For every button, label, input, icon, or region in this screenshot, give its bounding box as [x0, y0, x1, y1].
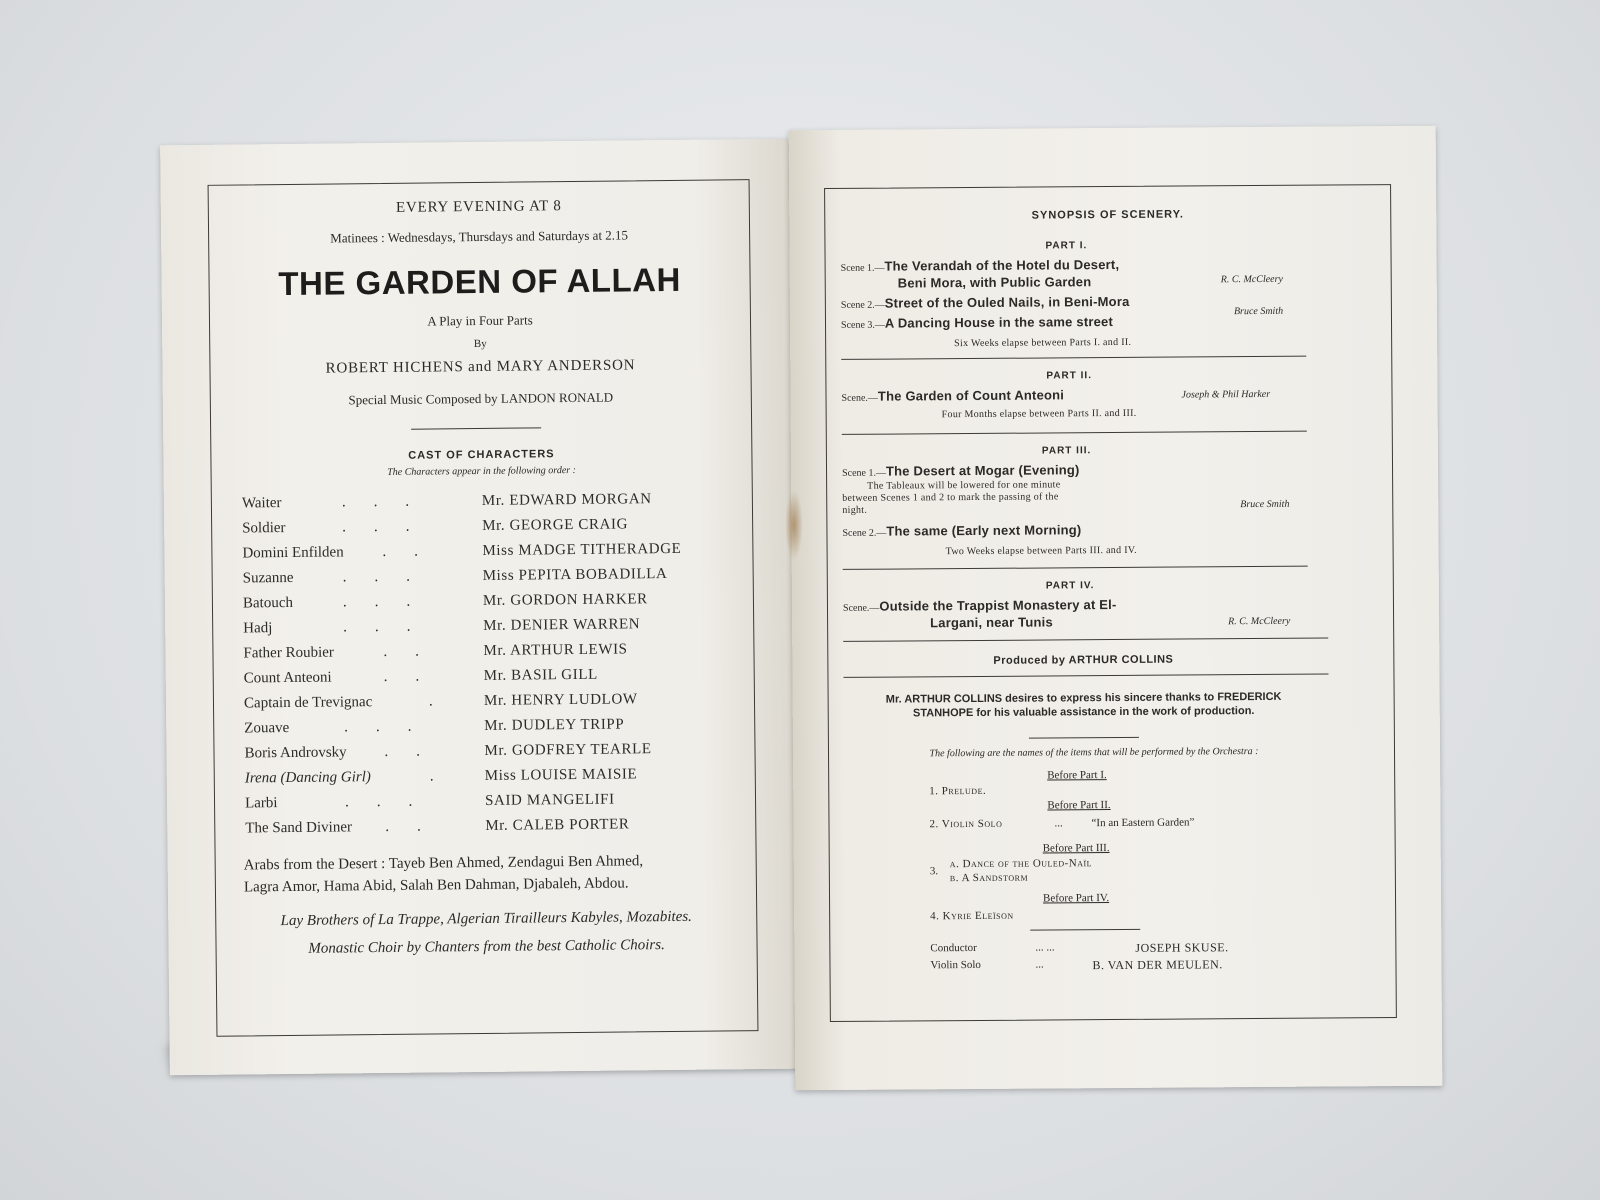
scene-title: The Desert at Mogar (Evening) [885, 462, 1080, 479]
part-3-note-3: night. [842, 504, 868, 516]
cast-row: Father Roubier .. Mr. ARTHUR LEWIS [243, 641, 628, 662]
left-page-frame [208, 179, 759, 1037]
cast-row: Batouch ... Mr. GORDON HARKER [242, 591, 648, 612]
cast-role: Hadj [243, 620, 273, 637]
part-1-scene-2-3-credit: Bruce Smith [1233, 305, 1284, 318]
before-part-3: Before Part III. [1042, 842, 1110, 855]
right-page-frame [824, 184, 1397, 1022]
cast-actor: Mr. GEORGE CRAIG [482, 516, 629, 534]
before-part-4: Before Part IV. [1042, 892, 1110, 905]
cast-role: Zouave [244, 719, 290, 737]
part-4-scene [843, 597, 1117, 616]
scene-label: Scene 3.— [840, 319, 885, 331]
scene-title: The Verandah of the Hotel du Desert, [884, 256, 1120, 274]
thanks-divider [1029, 737, 1139, 739]
cast-actor: Mr. ARTHUR LEWIS [483, 641, 628, 659]
orchestra-item-4: 4. Kyrie Eleïson [930, 909, 1014, 923]
conductor-label: Conductor [930, 941, 977, 955]
cast-actor: Miss PEPITA BOBADILLA [482, 566, 668, 584]
part-3-divider [843, 566, 1308, 570]
conductor-dots: ... ... [1035, 941, 1055, 954]
cast-role: Batouch [242, 594, 294, 612]
scene-label: Scene 1.— [842, 467, 886, 479]
matinees: Matinees : Wednesdays, Thursdays and Saturdays at 2.15 [330, 227, 629, 246]
conductor-name: JOSEPH SKUSE. [1135, 940, 1229, 955]
part-4-heading: PART IV. [1045, 580, 1095, 592]
orchestra-intro: The following are the names of the items that will be performed by the Orchestra : [929, 746, 1259, 760]
scene-label: Scene 2.— [842, 527, 887, 539]
cast-row: Captain de Trevignac . Mr. HENRY LUDLOW [243, 691, 638, 712]
orchestra-item-3b: b. A Sandstorm [949, 871, 1029, 885]
cast-role: Suzanne [242, 569, 294, 587]
part-1-scene-1-credit: R. C. McCleery [1220, 273, 1283, 286]
cast-role: Waiter [241, 495, 282, 512]
part-2-credit: Joseph & Phil Harker [1181, 388, 1271, 401]
scene-title: Largani, near Tunis [930, 614, 1053, 631]
cast-role: Count Anteoni [243, 669, 332, 687]
cast-role: Domini Enfilden [242, 544, 344, 562]
cast-actor: Mr. GORDON HARKER [482, 591, 648, 609]
cast-row: Irena (Dancing Girl) . Miss LOUISE MAISIE [244, 766, 638, 787]
part-4-scene-cont [930, 614, 1053, 632]
cast-row: The Sand Diviner .. Mr. CALEB PORTER [245, 816, 630, 837]
scene-title: The same (Early next Morning) [886, 522, 1082, 539]
part-3-scene-2 [842, 522, 1081, 541]
spine-stain [785, 490, 803, 560]
cast-row: Zouave ... Mr. DUDLEY TRIPP [244, 716, 625, 737]
scene-title: A Dancing House in the same street [884, 314, 1114, 331]
part-1-scene-2 [841, 294, 1130, 313]
scene-label: Scene 1.— [840, 262, 885, 274]
part-1-divider [841, 356, 1306, 360]
cast-row: Larbi ... SAID MANGELIFI [244, 791, 615, 812]
part-2-divider [842, 431, 1307, 435]
scene-title: The Garden of Count Anteoni [877, 387, 1065, 404]
title-divider [411, 427, 541, 429]
part-3-elapse: Two Weeks elapse between Parts III. and IV. [945, 544, 1137, 558]
cast-actor: Mr. EDWARD MORGAN [481, 491, 652, 509]
authors: ROBERT HICHENS and MARY ANDERSON [325, 357, 636, 377]
part-2-scene [841, 387, 1064, 406]
cast-actor: Miss MADGE TITHERADGE [482, 540, 682, 559]
schedule: EVERY EVENING AT 8 [395, 198, 562, 216]
cast-row: Boris Androvsky .. Mr. GODFREY TEARLE [244, 741, 652, 762]
scene-title: Outside the Trappist Monastery at El- [879, 596, 1117, 614]
cast-role: Irena (Dancing Girl) [244, 769, 371, 787]
cast-row: Soldier ... Mr. GEORGE CRAIG [242, 516, 629, 537]
orchestra-item-1: 1. Prelude. [929, 784, 987, 798]
before-part-2: Before Part II. [1047, 799, 1111, 812]
part-3-credit: Bruce Smith [1240, 498, 1290, 511]
cast-row: Count Anteoni .. Mr. BASIL GILL [243, 666, 598, 687]
scene-title: Beni Mora, with Public Garden [897, 274, 1092, 291]
cast-actor: Mr. DUDLEY TRIPP [484, 716, 625, 734]
part-3-note-1: The Tableaux will be lowered for one minute [867, 479, 1061, 492]
thanks-line-2: STANHOPE for his valuable assistance in the work of production. [912, 705, 1255, 720]
arabs-line-1: Arabs from the Desert : Tayeb Ben Ahmed, Zendagui Ben Ahmed, [243, 853, 644, 874]
cast-row: Domini Enfilden .. Miss MADGE TITHERADGE [242, 540, 682, 562]
violin-solo-dots: ... [1035, 958, 1044, 971]
cast-role: Boris Androvsky [244, 744, 347, 762]
by-label: By [473, 337, 487, 351]
thanks-line-1: Mr. ARTHUR COLLINS desires to express his sincere thanks to FREDERICK [885, 690, 1282, 706]
orchestra-divider [1030, 929, 1140, 931]
part-1-heading: PART I. [1045, 240, 1088, 252]
violin-solo-label: Violin Solo [930, 958, 981, 972]
part-3-note-2: between Scenes 1 and 2 to mark the passing of the [842, 491, 1059, 504]
orchestra-item-2-dots: ... [1054, 817, 1063, 830]
cast-role: The Sand Diviner [245, 819, 353, 837]
produced-by: Produced by ARTHUR COLLINS [993, 653, 1174, 667]
cast-role: Captain de Trevignac [243, 694, 373, 712]
part-2-heading: PART II. [1046, 370, 1093, 382]
before-part-1: Before Part I. [1047, 769, 1107, 782]
music-credit: Special Music Composed by LANDON RONALD [348, 389, 614, 408]
arabs-line-2: Lagra Amor, Hama Abid, Salah Ben Dahman, Djabaleh, Abdou. [243, 875, 629, 896]
part-1-elapse: Six Weeks elapse between Parts I. and II. [954, 336, 1132, 350]
synopsis-heading: SYNOPSIS OF SCENERY. [1031, 208, 1184, 222]
cast-role: Larbi [244, 795, 278, 812]
cast-actor: Mr. CALEB PORTER [485, 816, 630, 834]
orchestra-item-2-title: “In an Eastern Garden” [1091, 816, 1195, 830]
right-page [789, 126, 1443, 1090]
part-2-elapse: Four Months elapse between Parts II. and III. [941, 407, 1137, 421]
cast-role: Father Roubier [243, 644, 334, 662]
violin-solo-name: B. VAN DER MEULEN. [1092, 957, 1223, 973]
orchestra-item-3a: a. Dance of the Ouled-Naïl [949, 857, 1093, 871]
part-3-scene-1 [842, 462, 1080, 481]
left-page [160, 139, 798, 1076]
cast-actor: Mr. DENIER WARREN [483, 616, 641, 634]
part-1-scene-1 [841, 257, 1120, 276]
cast-row: Suzanne ... Miss PEPITA BOBADILLA [242, 566, 668, 587]
lay-brothers: Lay Brothers of La Trappe, Algerian Tirailleurs Kabyles, Mozabites. [280, 908, 692, 930]
orchestra-item-3-number: 3. [929, 865, 939, 878]
play-title: THE GARDEN OF ALLAH [278, 260, 681, 303]
scene-title: Street of the Ouled Nails, in Beni-Mora [884, 293, 1130, 311]
cast-actor: Mr. GODFREY TEARLE [484, 741, 652, 759]
scene-label: Scene.— [841, 392, 878, 404]
cast-actor: Mr. HENRY LUDLOW [483, 691, 638, 709]
cast-row: Waiter ... Mr. EDWARD MORGAN [241, 491, 652, 512]
orchestra-item-2: 2. Violin Solo [929, 817, 1003, 831]
cast-role: Soldier [242, 520, 286, 537]
monastic-choir: Monastic Choir by Chanters from the best Catholic Choirs. [308, 937, 665, 957]
play-subtitle: A Play in Four Parts [427, 312, 533, 329]
scene-label: Scene.— [842, 602, 880, 614]
part-3-heading: PART III. [1041, 445, 1092, 457]
part-1-scene-1-cont [898, 274, 1092, 292]
part-4-credit: R. C. McCleery [1228, 615, 1291, 628]
cast-note: The Characters appear in the following order : [387, 464, 577, 478]
cast-actor: SAID MANGELIFI [484, 791, 615, 809]
produced-divider [843, 674, 1328, 678]
cast-row: Hadj ... Mr. DENIER WARREN [243, 616, 641, 637]
cast-heading: CAST OF CHARACTERS [408, 448, 555, 462]
cast-actor: Mr. BASIL GILL [483, 666, 598, 684]
scene-label: Scene 2.— [840, 299, 885, 311]
part-1-scene-3 [841, 314, 1113, 333]
part-4-divider [843, 638, 1328, 642]
cast-actor: Miss LOUISE MAISIE [484, 766, 638, 784]
